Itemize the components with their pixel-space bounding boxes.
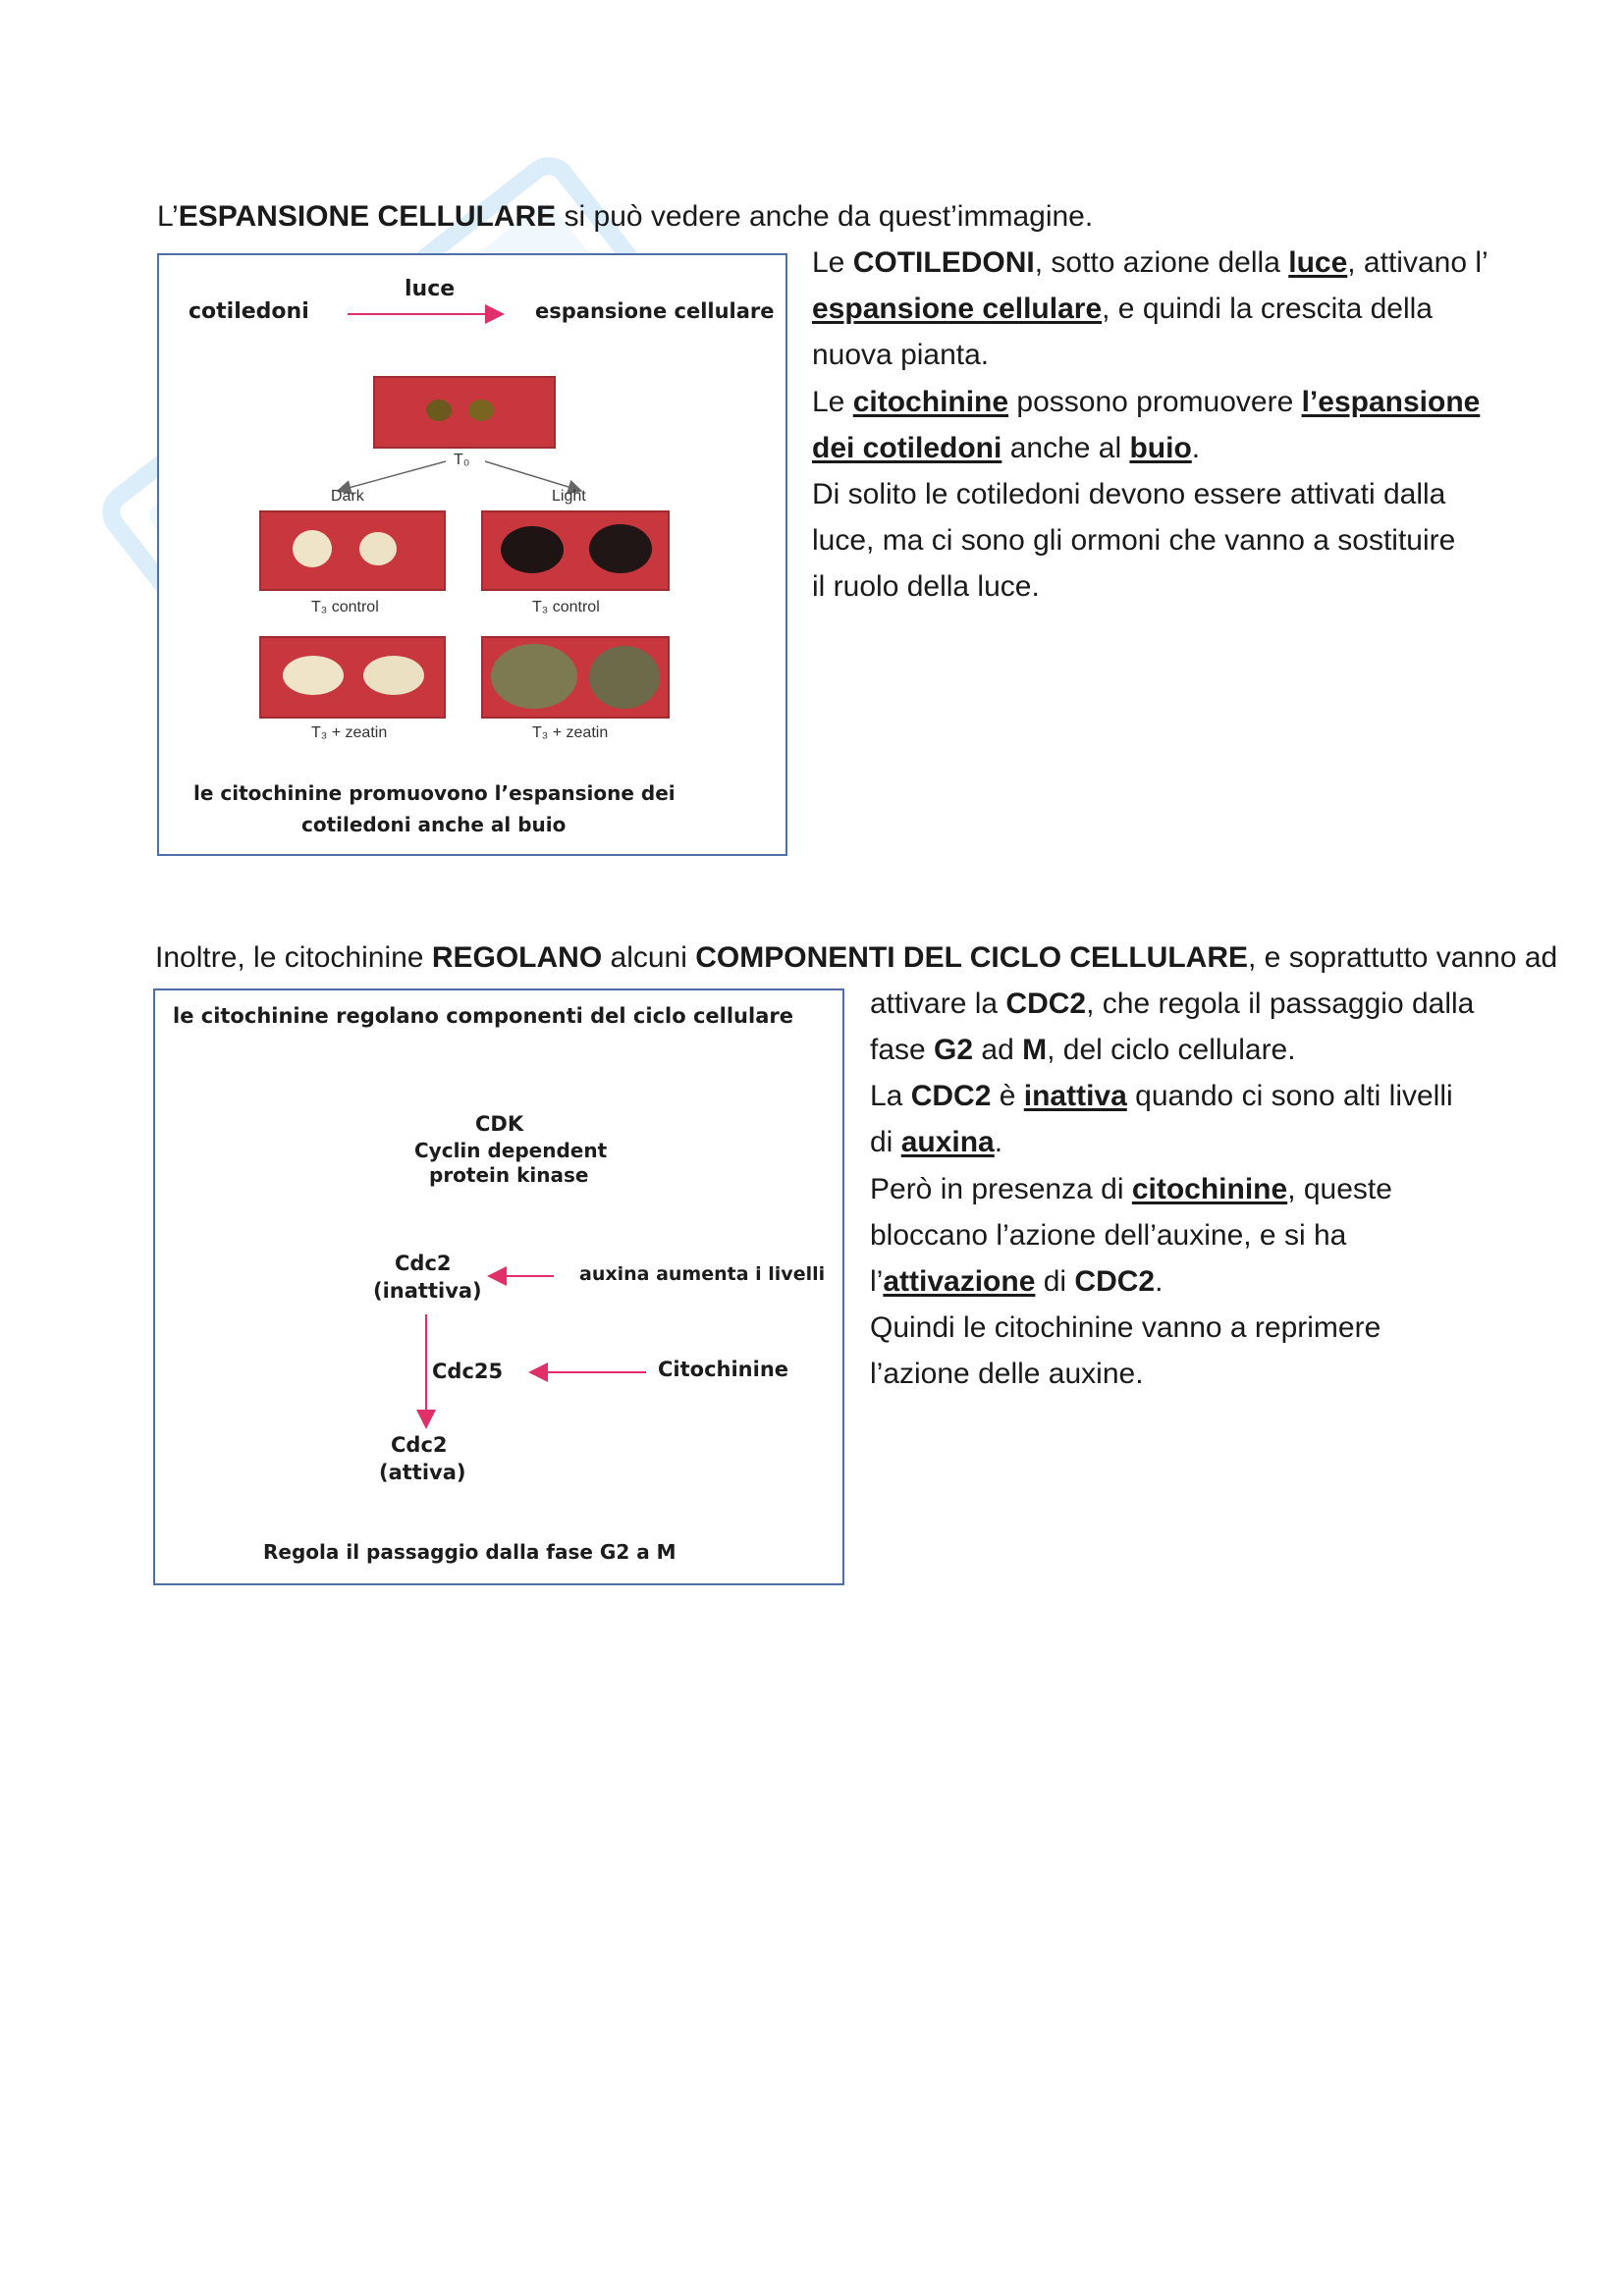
t0-photo [373, 376, 556, 449]
cotiledoni-label: cotiledoni [189, 299, 309, 324]
cdk-line3: protein kinase [429, 1163, 589, 1187]
figure1-caption-line2: cotiledoni anche al buio [301, 813, 567, 836]
dark-branch-arrow [338, 461, 446, 491]
luce-label: luce [405, 277, 456, 301]
espansione-label: espansione cellulare [535, 299, 775, 323]
figure2-footer: Regola il passaggio dalla fase G2 a M [263, 1540, 677, 1564]
dark-zeatin-label: T₃ + zeatin [311, 724, 388, 741]
t0-label: T₀ [454, 452, 470, 468]
cdc25-label: Cdc25 [432, 1360, 504, 1383]
dark-zeatin-photo [259, 636, 446, 719]
figure2-title: le citochinine regolano componenti del ciclo cellulare [173, 1004, 793, 1028]
cdc2-inactive-state: (inattiva) [373, 1279, 482, 1303]
cdk-label: CDK [475, 1112, 524, 1136]
cdc2-active-state: (attiva) [379, 1461, 466, 1484]
citochinine-label: Citochinine [658, 1358, 789, 1381]
dark-control-photo [259, 510, 446, 591]
intro-line: L’ESPANSIONE CELLULARE si può vedere anche da quest’immagine. [157, 200, 1094, 233]
light-branch-arrow [485, 461, 581, 491]
cdc2-active-label: Cdc2 [391, 1433, 448, 1457]
figure1-arrows [159, 255, 785, 854]
figure1-caption-line1: le citochinine promuovono l’espansione dei [193, 781, 676, 805]
light-control-photo [481, 510, 670, 591]
cell-cycle-intro-line: Inoltre, le citochinine REGOLANO alcuni COMPONENTI DEL CICLO CELLULARE, e soprattutto vanno ad [155, 941, 1558, 974]
light-zeatin-photo [481, 636, 670, 719]
auxina-label: auxina aumenta i livelli [579, 1263, 826, 1285]
light-zeatin-label: T₃ + zeatin [532, 724, 609, 741]
cdc2-inactive-label: Cdc2 [395, 1252, 452, 1275]
cell-cycle-figure [153, 988, 844, 1585]
dark-label: Dark [331, 488, 364, 505]
cotyledon-expansion-figure [157, 253, 787, 856]
cdk-line2: Cyclin dependent [414, 1139, 608, 1162]
figure2-arrows [155, 990, 842, 1583]
dark-control-label: T₃ control [311, 599, 379, 615]
light-label: Light [552, 488, 586, 505]
light-control-label: T₃ control [532, 599, 600, 615]
